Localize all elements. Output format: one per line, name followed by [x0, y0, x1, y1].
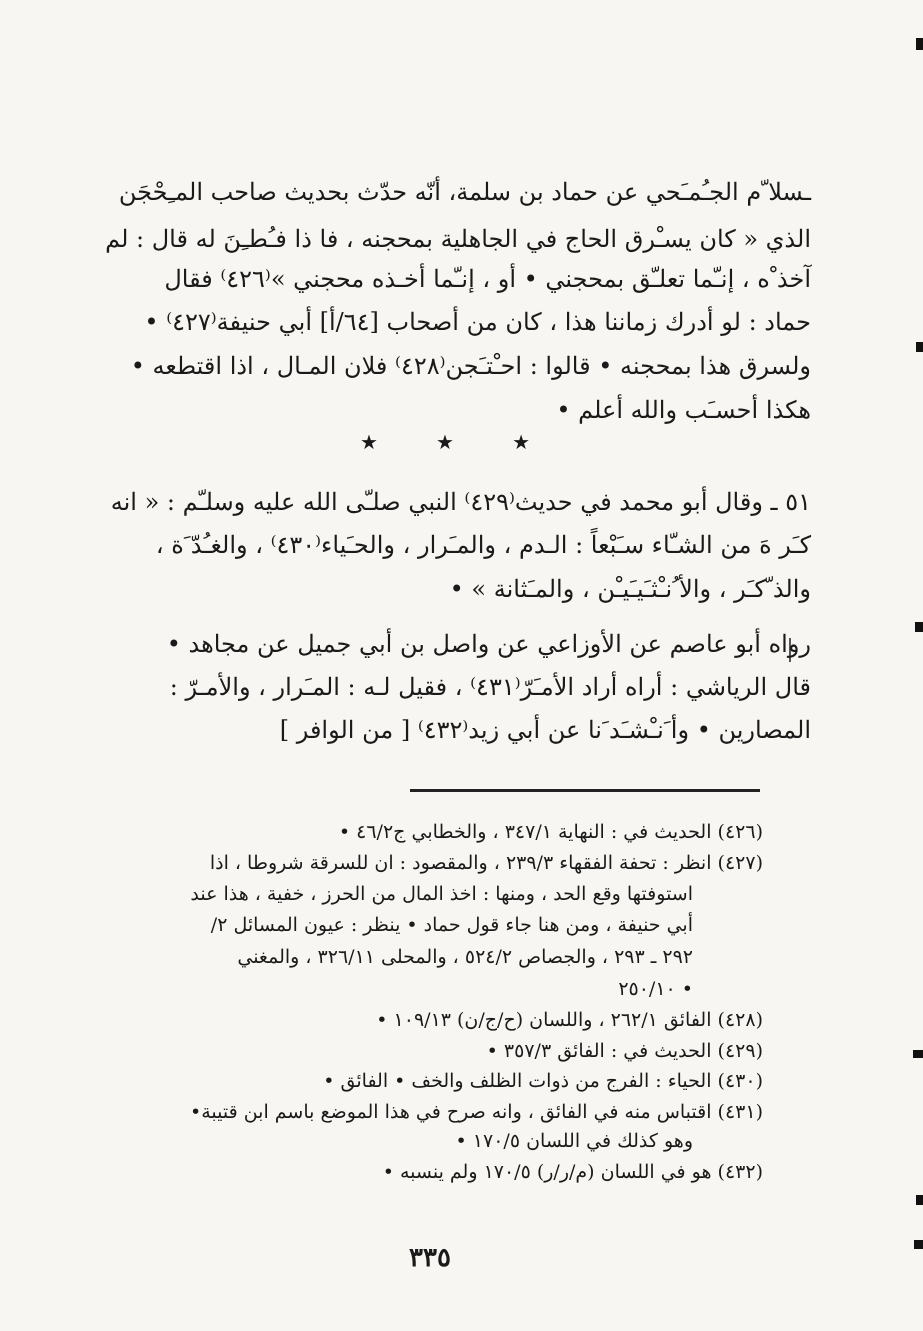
text-line: ٥١ ـ وقال أبو محمد في حديث⁽٤٢٩⁾ النبي صلـّى الله عليه وسلـّم : « انه	[110, 488, 811, 516]
text-line: كـَر هَ من الشـّاء سـَبْعاً : الـدم ، والمـَرار ، والحـَياء⁽٤٣٠⁾ ، والغـُدّ َة ،	[155, 531, 811, 559]
text-line: حماد : لو أدرك زماننا هذا ، كان من أصحاب [٦٤/أ] أبي حنيفة⁽٤٢٧⁾ •	[144, 308, 811, 336]
footnote-divider	[410, 789, 760, 792]
scan-mark	[913, 1050, 923, 1058]
text-line: رواه أبو عاصم عن الأوزاعي عن واصل بن أبي جميل عن مجاهد •	[166, 630, 811, 658]
scan-mark	[915, 622, 923, 632]
star-icon: ★	[436, 430, 454, 454]
footnote-line: أبي حنيفة ، ومن هنا جاء قول حماد • ينظر : عيون المسائل ٢/	[210, 914, 693, 936]
page-number: ٣٣٥	[409, 1243, 451, 1273]
footnote-line: ٢٥٠/١٠ •	[618, 978, 693, 1000]
footnote-line: (٤٢٦) الحديث في : النهاية ٣٤٧/١ ، والخطابي ج٤٦/٢ •	[338, 821, 763, 843]
text-line: والذ ّكـَر ، والأ ُنـْثـَيـَيـْن ، والمـَثانة » •	[449, 575, 811, 603]
footnote-line: (٤٣٠) الحياء : الفرج من ذوات الظلف والخف • الفائق •	[323, 1070, 763, 1092]
footnote-line: (٤٢٨) الفائق ٢٦٢/١ ، واللسان (ح/ج/ن) ١٠٩/١٣ •	[376, 1009, 763, 1031]
footnote-line: ٢٩٢ ـ ٢٩٣ ، والجصاص ٥٢٤/٢ ، والمحلى ٣٢٦/١١ ، والمغني	[237, 946, 693, 968]
footnote-line: (٤٢٩) الحديث في : الفائق ٣٥٧/٣ •	[486, 1040, 763, 1062]
text-line: ولسرق هذا بمحجنه • قالوا : احـْتـَجن⁽٤٢٨⁾ فلان المـال ، اذا اقتطعه •	[130, 352, 811, 380]
text-line: هكذا أحسـَب والله أعلم •	[556, 396, 811, 424]
scan-mark	[916, 342, 923, 352]
star-icon: ★	[360, 430, 378, 454]
scan-mark	[916, 1195, 923, 1205]
footnote-line: (٤٣٢) هو في اللسان (م/ر/ر) ١٧٠/٥ ولم ينسبه •	[382, 1161, 763, 1183]
footnote-line: استوفتها وقع الحد ، ومنها : اخذ المال من الحرز ، خفية ، هذا عند	[190, 883, 693, 905]
scan-mark	[914, 1240, 923, 1249]
text-line: قال الرياشي : أراه أراد الأمـَرّ⁽٤٣١⁾ ، فقيل لـه : المـَرار ، والأمـرّ :	[169, 673, 811, 701]
section-separator	[360, 430, 530, 454]
text-line: الذي « كان يسـْرق الحاج في الجاهلية بمحجنه ، فا ذا فـُطـِنَ له قال : لم	[105, 225, 811, 253]
text-line: آخذ ْه ، إنـّما تعلـّق بمحجني • أو ، إنـّما أخـذه محجني »⁽٤٢٦⁾ فقال	[164, 265, 811, 293]
footnote-line: وهو كذلك في اللسان ١٧٠/٥ •	[455, 1130, 693, 1152]
footnote-line: (٤٢٧) انظر : تحفة الفقهاء ٢٣٩/٣ ، والمقصود : ان للسرقة شروطا ، اذا	[209, 852, 763, 874]
text-line: المصارين • وأ َنـْشـَد َنا عن أبي زيد⁽٤٣٢⁾ [ من الوافر ]	[279, 716, 811, 744]
star-icon: ★	[512, 430, 530, 454]
scan-mark	[916, 38, 923, 50]
footnote-line: (٤٣١) اقتباس منه في الفائق ، وانه صرح في هذا الموضع باسم ابن قتيبة•	[190, 1101, 763, 1123]
text-line: ـسلا ّم الجـُمـَحي عن حماد بن سلمة، أنّه حدّث بحديث صاحب المـِحْجَن	[118, 178, 811, 206]
